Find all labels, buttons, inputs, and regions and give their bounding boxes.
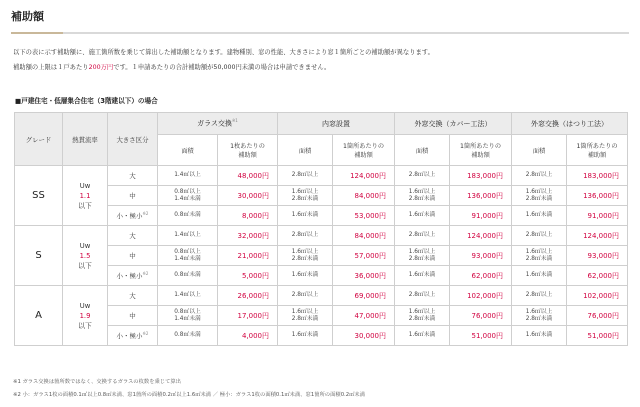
size-class-label: 大 [129, 172, 136, 180]
subsidy-amount: 30,000円 [218, 186, 278, 206]
area-cell [512, 246, 567, 266]
subsidy-cap-amount: 200万円 [88, 64, 114, 71]
area-cell [395, 226, 450, 246]
area-cell [158, 326, 218, 346]
area-value: 0.8㎡以上 [174, 188, 201, 195]
area-value: 1.6㎡未満 [291, 332, 319, 338]
area-value: 1.4㎡以上 [174, 172, 201, 178]
subheader-per-location-line2: 補助額 [587, 152, 607, 159]
area-cell [512, 166, 567, 186]
area-cell [395, 326, 450, 346]
page-header [11, 6, 629, 34]
uw-label: Uw [79, 301, 91, 310]
page-title: 補助額 [11, 10, 44, 23]
area-cell [158, 166, 218, 186]
size-class-label: 中 [129, 252, 136, 260]
section-heading: ■戸建住宅・低層集合住宅（3階建以下）の場合 [15, 97, 158, 105]
area-cell [158, 306, 218, 326]
area-cell [395, 186, 450, 206]
subsidy-amount: 69,000円 [333, 286, 395, 306]
note-marker: ※1 [231, 118, 238, 124]
area-value: 2.8㎡以上 [291, 292, 319, 298]
subsidy-amount: 102,000円 [567, 286, 628, 306]
title-underline-accent [11, 32, 63, 34]
subheader-per-pane-line2: 補助額 [238, 152, 257, 159]
area-value: 1.6㎡未満 [408, 332, 436, 338]
header-grade: グレード [15, 113, 63, 166]
subsidy-amount: 91,000円 [450, 206, 512, 226]
area-cell [158, 226, 218, 246]
below-label: 以下 [78, 201, 92, 210]
area-value: 2.8㎡以上 [291, 172, 319, 178]
area-value: 2.8㎡未満 [525, 255, 553, 262]
intro-line-2-pre: 補助額の上限は１戸あたり [13, 64, 89, 71]
area-value: 1.6㎡以上 [291, 248, 319, 255]
area-value: 2.8㎡以上 [408, 172, 436, 178]
area-value: 0.8㎡以上 [174, 308, 201, 315]
size-class-label: 小・極小 [116, 212, 143, 221]
size-class-label: 小・極小 [116, 332, 143, 341]
size-class [108, 166, 158, 186]
area-value: 1.6㎡以上 [408, 248, 436, 255]
area-cell [395, 306, 450, 326]
subheader-per-pane-line1: 1枚あたりの [230, 143, 265, 150]
area-cell [512, 266, 567, 286]
footnote-1: ※1 ガラス交換は箇所数ではなく、交換するガラスの枚数を乗じて算出 [13, 379, 181, 385]
area-value: 1.6㎡以上 [525, 248, 553, 255]
size-class [108, 306, 158, 326]
subsidy-amount: 21,000円 [218, 246, 278, 266]
size-class [108, 266, 158, 286]
subheader-area: 面積 [512, 135, 567, 166]
subsidy-amount: 91,000円 [567, 206, 628, 226]
subsidy-amount: 102,000円 [450, 286, 512, 306]
below-label: 以下 [78, 321, 92, 330]
size-class-label: 大 [129, 232, 136, 240]
subsidy-amount: 76,000円 [567, 306, 628, 326]
intro-line-1: 以下の表に示す補助額に、施工箇所数を乗じて算出した補助額となります。建物種別、窓の性能、大きさにより窓１箇所ごとの補助額が異なります。 [13, 49, 434, 56]
header-size: 大きさ区分 [108, 113, 158, 166]
intro-line-2-post: です。１申請あたりの合計補助額が50,000円未満の場合は申請できません。 [113, 64, 331, 71]
thermal-value-cell [63, 226, 108, 286]
size-class-label: 中 [129, 312, 136, 320]
area-value: 1.4㎡未満 [174, 195, 201, 202]
thermal-value-cell [63, 166, 108, 226]
area-value: 1.6㎡以上 [408, 188, 436, 195]
below-label: 以下 [78, 261, 92, 270]
area-value: 0.8㎡以上 [174, 248, 201, 255]
area-value: 2.8㎡未満 [525, 195, 553, 202]
subsidy-amount: 84,000円 [333, 226, 395, 246]
area-value: 1.6㎡以上 [525, 308, 553, 315]
subsidy-amount: 62,000円 [450, 266, 512, 286]
area-value: 0.8㎡未満 [174, 272, 201, 278]
u-value: 1.5 [79, 251, 91, 260]
subheader-per-location-line1: 1箇所あたりの [576, 143, 618, 150]
area-value: 2.8㎡未満 [291, 315, 319, 322]
subsidy-amount: 26,000円 [218, 286, 278, 306]
area-cell [278, 286, 333, 306]
subheader-per-location-line1: 1箇所あたりの [459, 143, 502, 150]
area-cell [395, 286, 450, 306]
subsidy-amount: 124,000円 [450, 226, 512, 246]
subsidy-amount: 136,000円 [567, 186, 628, 206]
area-cell [512, 226, 567, 246]
header-inner-window: 内窓設置 [278, 113, 395, 135]
note-marker: ※2 [142, 330, 149, 336]
area-value: 1.6㎡以上 [525, 188, 553, 195]
area-value: 2.8㎡未満 [525, 315, 553, 322]
u-value: 1.1 [79, 191, 91, 200]
area-cell [278, 166, 333, 186]
footnote-2: ※2 小：ガラス1枚の面積0.1㎡以上0.8㎡未満、窓1箇所の面積0.2㎡以上1.6㎡未満 ／ 極小：ガラス1枚の面積0.1㎡未満、窓1箇所の面積0.2㎡未満 [13, 392, 366, 398]
subsidy-amount: 76,000円 [450, 306, 512, 326]
subsidy-amount: 8,000円 [218, 206, 278, 226]
size-class [108, 226, 158, 246]
area-value: 2.8㎡未満 [291, 195, 319, 202]
area-cell [158, 206, 218, 226]
table-row [15, 226, 628, 246]
intro-line-2 [13, 63, 330, 72]
area-cell [278, 246, 333, 266]
subsidy-table [14, 112, 628, 346]
area-cell [512, 286, 567, 306]
subsidy-amount: 32,000円 [218, 226, 278, 246]
area-value: 0.8㎡未満 [174, 212, 201, 218]
area-value: 1.6㎡以上 [408, 308, 436, 315]
subheader-per-location [567, 135, 628, 166]
subsidy-amount: 5,000円 [218, 266, 278, 286]
subsidy-amount: 136,000円 [450, 186, 512, 206]
thermal-value-cell [63, 286, 108, 346]
area-cell [278, 226, 333, 246]
size-class [108, 326, 158, 346]
area-cell [158, 266, 218, 286]
subheader-per-location-line2: 補助額 [354, 152, 373, 159]
uw-label: Uw [79, 241, 91, 250]
table-row [15, 166, 628, 186]
subheader-per-location-line1: 1箇所あたりの [342, 143, 385, 150]
subsidy-amount: 51,000円 [567, 326, 628, 346]
subsidy-amount: 47,000円 [333, 306, 395, 326]
header-thermal: 熱貫流率 [63, 113, 108, 166]
area-value: 1.6㎡未満 [291, 212, 319, 218]
subheader-per-location [450, 135, 512, 166]
area-value: 2.8㎡以上 [408, 292, 436, 298]
size-class [108, 206, 158, 226]
area-cell [395, 266, 450, 286]
subheader-per-location-line2: 補助額 [471, 152, 490, 159]
subsidy-amount: 93,000円 [450, 246, 512, 266]
note-marker: ※2 [142, 270, 149, 276]
area-value: 1.6㎡以上 [291, 308, 319, 315]
subsidy-amount: 53,000円 [333, 206, 395, 226]
area-cell [158, 286, 218, 306]
area-cell [395, 166, 450, 186]
area-value: 1.6㎡未満 [525, 212, 553, 218]
subsidy-amount: 183,000円 [450, 166, 512, 186]
grade-label: S [15, 226, 63, 286]
table-body [15, 166, 628, 346]
uw-label: Uw [79, 181, 91, 190]
subsidy-amount: 17,000円 [218, 306, 278, 326]
header-chipping-method: 外窓交換（はつり工法） [512, 113, 628, 135]
area-cell [278, 306, 333, 326]
area-cell [158, 186, 218, 206]
header-glass-exchange [158, 113, 278, 135]
subsidy-amount: 124,000円 [567, 226, 628, 246]
subsidy-amount: 48,000円 [218, 166, 278, 186]
subsidy-amount: 36,000円 [333, 266, 395, 286]
area-value: 1.4㎡未満 [174, 315, 201, 322]
header-glass-exchange-label: ガラス交換 [197, 119, 232, 128]
area-cell [395, 206, 450, 226]
area-cell [278, 266, 333, 286]
area-value: 2.8㎡未満 [291, 255, 319, 262]
grade-label: A [15, 286, 63, 346]
area-cell [512, 306, 567, 326]
area-cell [512, 186, 567, 206]
area-value: 2.8㎡未満 [408, 255, 436, 262]
header-cover-method: 外窓交換（カバー工法） [395, 113, 512, 135]
area-cell [278, 186, 333, 206]
area-value: 1.6㎡未満 [408, 212, 436, 218]
note-marker: ※2 [142, 210, 149, 216]
area-cell [395, 246, 450, 266]
area-cell [512, 206, 567, 226]
subsidy-amount: 93,000円 [567, 246, 628, 266]
subsidy-amount: 57,000円 [333, 246, 395, 266]
area-value: 2.8㎡以上 [291, 232, 319, 238]
area-cell [278, 326, 333, 346]
area-value: 2.8㎡未満 [408, 315, 436, 322]
area-value: 1.4㎡以上 [174, 232, 201, 238]
area-value: 1.6㎡未満 [291, 272, 319, 278]
grade-label: SS [15, 166, 63, 226]
subsidy-amount: 84,000円 [333, 186, 395, 206]
area-value: 2.8㎡以上 [525, 292, 553, 298]
size-class-label: 小・極小 [116, 272, 143, 281]
subheader-area: 面積 [158, 135, 218, 166]
area-value: 1.6㎡未満 [525, 332, 553, 338]
table-row [15, 286, 628, 306]
area-value: 0.8㎡未満 [174, 332, 201, 338]
size-class [108, 286, 158, 306]
area-value: 2.8㎡以上 [525, 172, 553, 178]
size-class [108, 186, 158, 206]
size-class [108, 246, 158, 266]
area-value: 1.6㎡未満 [525, 272, 553, 278]
u-value: 1.9 [79, 311, 91, 320]
area-cell [278, 206, 333, 226]
area-cell [512, 326, 567, 346]
subheader-area: 面積 [395, 135, 450, 166]
subsidy-amount: 51,000円 [450, 326, 512, 346]
area-value: 1.6㎡未満 [408, 272, 436, 278]
area-value: 2.8㎡以上 [525, 232, 553, 238]
subsidy-amount: 30,000円 [333, 326, 395, 346]
size-class-label: 中 [129, 192, 136, 200]
area-value: 2.8㎡未満 [408, 195, 436, 202]
subheader-per-location [333, 135, 395, 166]
subsidy-amount: 62,000円 [567, 266, 628, 286]
subsidy-amount: 124,000円 [333, 166, 395, 186]
size-class-label: 大 [129, 292, 136, 300]
subheader-area: 面積 [278, 135, 333, 166]
subheader-per-pane [218, 135, 278, 166]
area-cell [158, 246, 218, 266]
area-value: 1.4㎡未満 [174, 255, 201, 262]
subsidy-amount: 183,000円 [567, 166, 628, 186]
area-value: 2.8㎡以上 [408, 232, 436, 238]
area-value: 1.6㎡以上 [291, 188, 319, 195]
area-value: 1.4㎡以上 [174, 292, 201, 298]
subsidy-amount: 4,000円 [218, 326, 278, 346]
